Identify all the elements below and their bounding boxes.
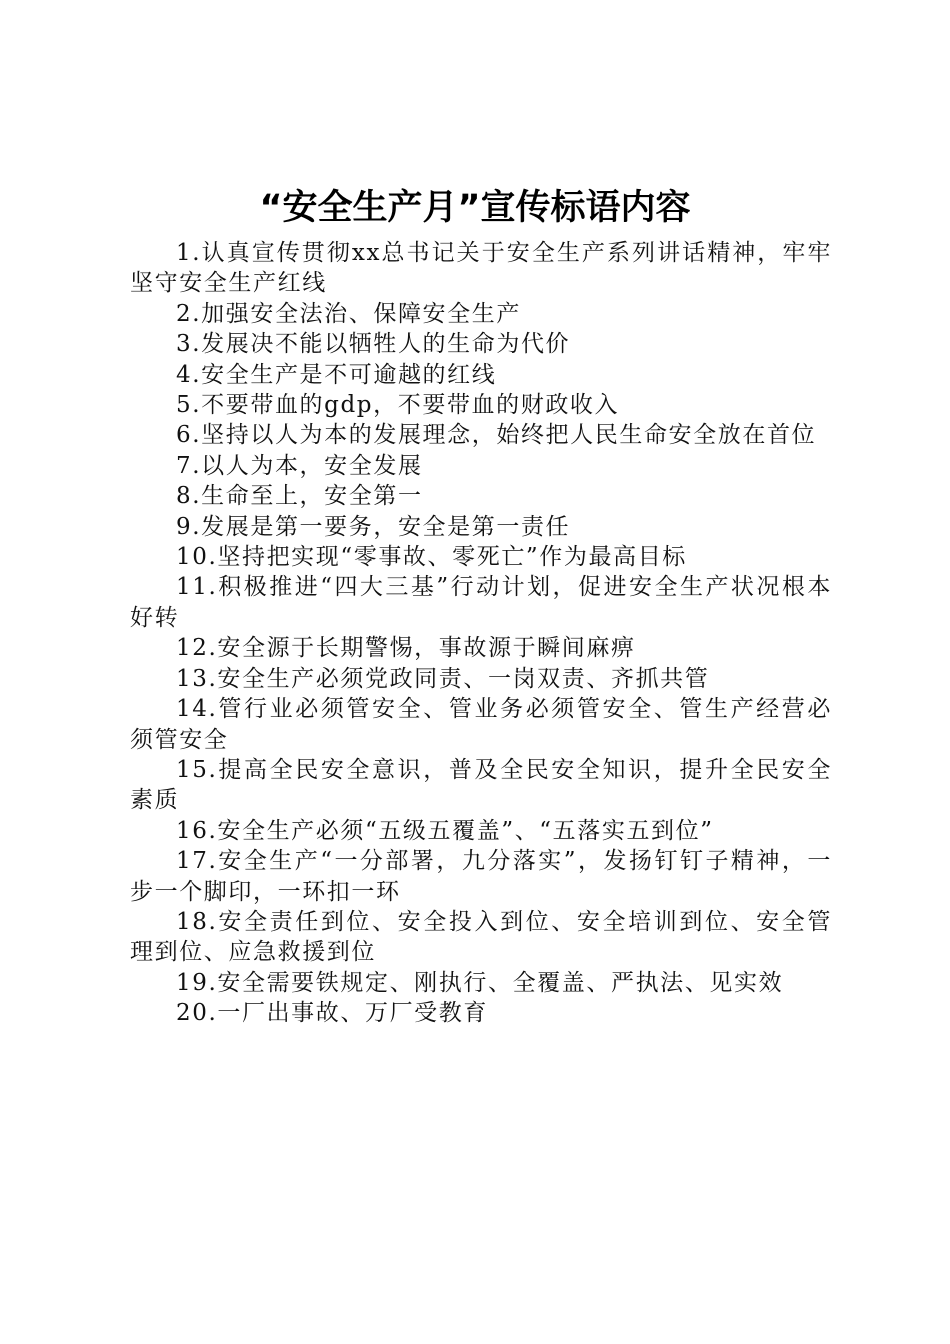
- slogan-item: 14.管行业必须管安全、管业务必须管安全、管生产经营必须管安全: [130, 696, 832, 753]
- slogan-item: 6.坚持以人为本的发展理念，始终把人民生命安全放在首位: [176, 422, 817, 449]
- slogan-item: 8.生命至上，安全第一: [176, 483, 423, 510]
- slogan-item: 16.安全生产必须“五级五覆盖”、“五落实五到位”: [176, 817, 714, 844]
- slogan-list: [130, 238, 832, 1029]
- slogan-item: 12.安全源于长期警惕，事故源于瞬间麻痹: [176, 635, 636, 662]
- slogan-item: 4.安全生产是不可逾越的红线: [176, 361, 497, 388]
- slogan-item: 3.发展决不能以牺牲人的生命为代价: [176, 331, 571, 358]
- slogan-item: 5.不要带血的gdp，不要带血的财政收入: [176, 392, 620, 419]
- slogan-item: 1.认真宣传贯彻xx总书记关于安全生产系列讲话精神，牢牢坚守安全生产红线: [130, 240, 832, 297]
- slogan-item: 20.一厂出事故、万厂受教育: [176, 1000, 488, 1027]
- slogan-item: 2.加强安全法治、保障安全生产: [176, 300, 521, 327]
- slogan-item: 7.以人为本，安全发展: [176, 452, 423, 479]
- slogan-item: 18.安全责任到位、安全投入到位、安全培训到位、安全管理到位、应急救援到位: [130, 908, 832, 966]
- slogan-item: 9.发展是第一要务，安全是第一责任: [176, 513, 571, 540]
- document-title: “安全生产月”宣传标语内容: [259, 188, 691, 228]
- slogan-item: 17.安全生产“一分部署，九分落实”，发扬钉钉子精神，一步一个脚印，一环扣一环: [130, 848, 832, 905]
- slogan-item: 13.安全生产必须党政同责、一岗双责、齐抓共管: [176, 665, 710, 692]
- slogan-item: 19.安全需要铁规定、刚执行、全覆盖、严执法、见实效: [176, 969, 784, 996]
- slogan-item: 10.坚持把实现“零事故、零死亡”作为最高目标: [176, 544, 687, 571]
- slogan-item: 11.积极推进“四大三基”行动计划，促进安全生产状况根本好转: [130, 574, 832, 631]
- slogan-item: 15.提高全民安全意识，普及全民安全知识，提升全民安全素质: [130, 756, 832, 814]
